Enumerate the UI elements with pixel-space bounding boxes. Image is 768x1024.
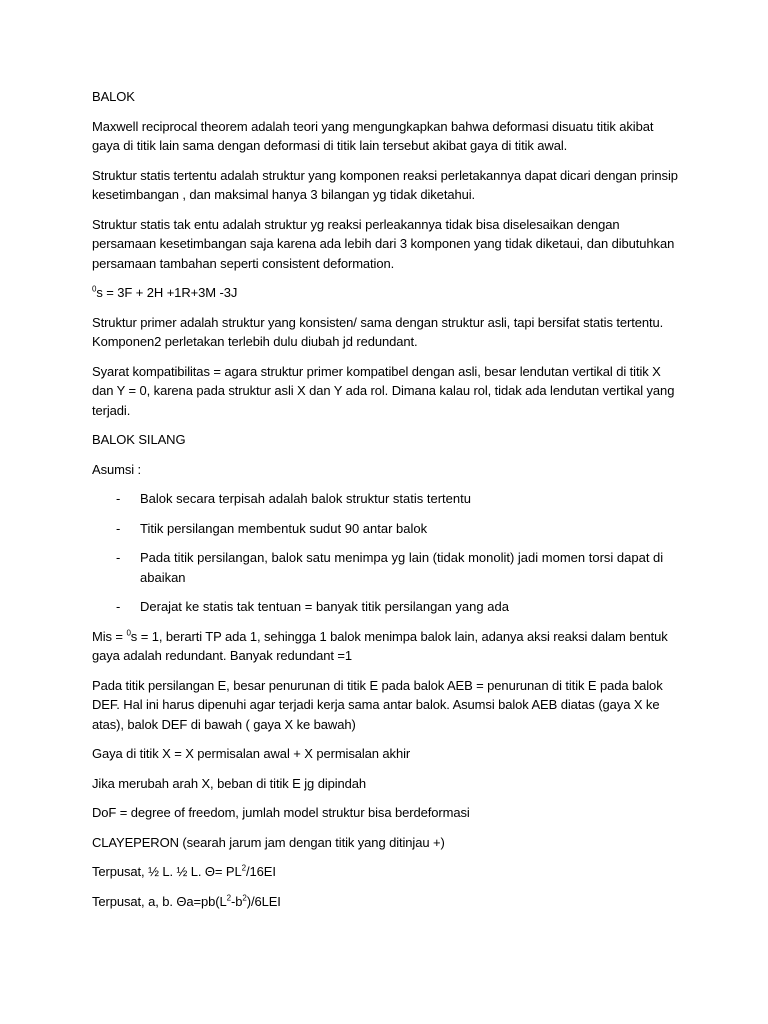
paragraph-titik-e: Pada titik persilangan E, besar penurunan di titik E pada balok AEB = penurunan di titik E pada balok DEF. Hal ini harus dipenuhi agar terjadi kerja sama antar balok. Asumsi balok AEB diatas (gaya X ke atas), balok DEF di bawah ( gaya X ke bawah) [92, 677, 663, 732]
paragraph-maxwell: Maxwell reciprocal theorem adalah teori yang mengungkapkan bahwa deformasi disuatu titik akibat gaya di titik lain sama dengan deformasi di titik lain tersebut akibat gaya di titik awal. [92, 118, 654, 153]
paragraph-syarat-kompatibilitas: Syarat kompatibilitas = agara struktur primer kompatibel dengan asli, besar lendutan vertikal di titik X dan Y = 0, karena pada struktur asli X dan Y ada rol. Dimana kalau rol, tidak ada lendutan vertikal yang terjadi. [92, 363, 675, 418]
list-dash: - [116, 520, 121, 536]
paragraph-struktur-primer: Struktur primer adalah struktur yang konsisten/ sama dengan struktur asli, tapi bersifat statis tertentu. Komponen2 perletakan terlebih dulu diubah jd redundant. [92, 314, 664, 349]
heading-balok: BALOK [92, 89, 135, 104]
list-dash: - [116, 550, 121, 565]
terpusat1-text-b: /16EI [245, 864, 276, 879]
list-item-text: Titik persilangan membentuk sudut 90 antar balok [140, 520, 428, 536]
mis-superscript: 0 [126, 628, 131, 638]
paragraph-clayeperon: CLAYEPERON (searah jarum jam dengan titik yang ditinjau +) [92, 834, 445, 850]
terpusat2-text-b: )/6LEI [246, 893, 281, 909]
list-item-text: Pada titik persilangan, balok satu menimpa yg lain (tidak monolit) jadi momen torsi dapat di abaikan [140, 550, 664, 585]
list-item [92, 519, 682, 539]
formula-os-text: s = 3F + 2H +1R+3M -3J [96, 285, 238, 300]
terpusat2-superscript-1: 2 [226, 893, 232, 903]
paragraph-dof: DoF = degree of freedom, jumlah model struktur bisa berdeformasi [92, 805, 470, 820]
paragraph-gaya: Gaya di titik X = X permisalan awal + X permisalan akhir [92, 746, 411, 761]
terpusat1-text-a: Terpusat, ½ L. ½ L. Θ= PL [92, 864, 242, 879]
asumsi-list [92, 489, 682, 617]
mis-text-a: Mis = [92, 628, 127, 644]
list-item [92, 597, 682, 617]
terpusat2-text-mid: -b [231, 893, 243, 909]
heading-balok-silang: BALOK SILANG [92, 432, 186, 447]
formula-os [92, 283, 682, 303]
list-item-text: Derajat ke statis tak tentuan = banyak titik persilangan yang ada [140, 599, 509, 614]
paragraph-statis-tertentu: Struktur statis tertentu adalah struktur yang komponen reaksi perletakannya dapat dicari dengan prinsip kesetimbangan , dan maksimal hanya 3 bilangan yg tidak diketahui. [92, 167, 678, 202]
formula-os-superscript: 0 [92, 284, 97, 294]
terpusat2-text-a: Terpusat, a, b. Θa=pb(L [92, 893, 227, 909]
list-item [92, 548, 682, 587]
terpusat1-superscript: 2 [241, 863, 246, 873]
paragraph-statis-tak-tentu: Struktur statis tak entu adalah struktur yg reaksi perleakannya tidak bisa diselesaikan dengan persamaan kesetimbangan saja karena ada lebih dari 3 komponen yang tidak diketaui, dan dibutuhkan persamaan tambahan seperti consistent deformation. [92, 216, 675, 271]
formula-terpusat-half [92, 862, 682, 882]
terpusat2-superscript-2: 2 [242, 893, 247, 903]
mis-text-b: s = 1, berarti TP ada 1, sehingga 1 balok menimpa balok lain, adanya aksi reaksi dalam bentuk gaya adalah redundant. Banyak redundant =1 [92, 628, 668, 663]
paragraph-jika: Jika merubah arah X, beban di titik E jg dipindah [92, 775, 367, 791]
list-item-text: Balok secara terpisah adalah balok struktur statis tertentu [140, 491, 471, 506]
paragraph-mis [92, 627, 682, 666]
document-page [92, 87, 682, 921]
list-dash: - [116, 599, 121, 614]
list-item [92, 489, 682, 509]
asumsi-label: Asumsi : [92, 461, 142, 477]
formula-terpusat-ab [92, 892, 682, 912]
list-dash: - [116, 491, 121, 506]
